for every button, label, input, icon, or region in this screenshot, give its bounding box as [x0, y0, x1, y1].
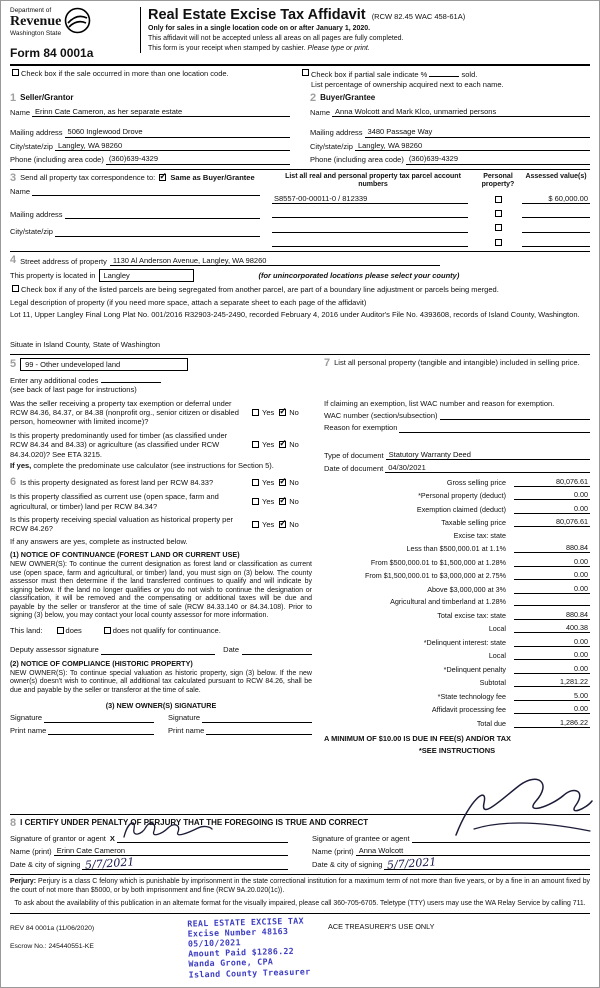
excise-tax-state-header: [514, 531, 590, 540]
parcel-row: [272, 194, 590, 204]
segregated-checkbox[interactable]: [12, 285, 19, 292]
treasurer-use-only-label: ACE TREASURER'S USE ONLY: [328, 921, 435, 931]
finance-label: Excise tax: state: [453, 530, 506, 540]
finance-row-tier1: [324, 543, 590, 553]
exemption-yes-checkbox[interactable]: [252, 409, 259, 416]
located-in-label: This property is located in: [10, 271, 96, 281]
street-address-input[interactable]: 1130 Al Anderson Avenue, Langley, WA 98260: [110, 256, 440, 266]
finance-label: Total due: [476, 718, 506, 728]
parcel-row: [272, 238, 590, 247]
exemption-claimed-value[interactable]: 0.00: [514, 504, 590, 514]
personal-property-deduct-value[interactable]: 0.00: [514, 490, 590, 500]
finance-row-processing-fee: [324, 704, 590, 714]
legal-description-label: Legal description of property (if you need more space, attach a separate sheet to each page of the affidavit): [10, 297, 367, 307]
rev-number: REV 84 0001a (11/06/2020): [10, 924, 95, 932]
additional-codes-label: Enter any additional codes: [10, 375, 99, 385]
does-checkbox[interactable]: [57, 627, 64, 634]
does-label: does: [65, 625, 82, 635]
parcel-number-input[interactable]: [272, 209, 468, 218]
seller-city-label: City/state/zip: [10, 141, 53, 151]
finance-row-tier4: [324, 584, 590, 594]
subtotal-value[interactable]: 1,281.22: [514, 677, 590, 687]
grantee-date-city-input[interactable]: [384, 855, 590, 873]
current-use-yes-checkbox[interactable]: [252, 498, 259, 505]
finance-row-excise-header: [324, 531, 590, 540]
new-owner-printname-1[interactable]: [48, 726, 154, 735]
finance-label: *Delinquent penalty: [443, 664, 506, 674]
multi-location-checkbox[interactable]: [12, 69, 19, 76]
assessed-value-input[interactable]: [522, 238, 590, 247]
forest-land-text: [10, 477, 250, 488]
header-note-3-text: This form is your receipt when stamped by cashier.: [148, 45, 308, 53]
deputy-date-input[interactable]: [242, 646, 312, 655]
form-footer: [10, 917, 590, 988]
wac-number-label: WAC number (section/subsection): [324, 410, 438, 420]
new-owner-signature-2[interactable]: [202, 714, 312, 723]
finance-label: Above $3,000,000 at 3%: [427, 584, 506, 594]
partial-sale-label: Check box if partial sale indicate %: [311, 70, 428, 80]
seller-city-input[interactable]: Langley, WA 98260: [55, 141, 290, 151]
finance-label: Local: [488, 624, 506, 634]
tax-correspondence-block: [10, 173, 260, 248]
corr-mailing-label: Mailing address: [10, 209, 63, 219]
predominate-use-note: [10, 461, 312, 470]
stamp-office: Island County Treasurer: [188, 965, 311, 979]
finance-row-tier2: [324, 557, 590, 567]
deputy-assessor-signature-input[interactable]: [101, 646, 215, 655]
gross-selling-price-value[interactable]: 80,076.61: [514, 477, 590, 487]
perjury-notice: [10, 878, 590, 896]
header-note-3: [148, 45, 590, 54]
new-owner-signature-row: [10, 710, 312, 722]
correspondence-label: [20, 173, 255, 182]
corr-mailing-input[interactable]: [65, 210, 260, 219]
finance-row-personal-deduct: [324, 490, 590, 500]
section-3-rule: [10, 169, 590, 170]
type-of-document-input[interactable]: Statutory Warranty Deed: [386, 450, 590, 460]
delinquent-interest-state-value[interactable]: 0.00: [514, 637, 590, 647]
partial-sale-checkbox[interactable]: [302, 69, 309, 76]
section-8-number: 8: [10, 816, 17, 829]
header-rule: [10, 64, 590, 66]
finance-label: Local: [488, 651, 506, 661]
parcel-number-input[interactable]: S8557-00-00011-0 / 812339: [272, 194, 468, 204]
stamp-excise-number: Excise Number 48163: [187, 925, 289, 939]
section-4-number: 4: [10, 254, 17, 267]
header-divider: [140, 7, 141, 53]
tier4-tax-value[interactable]: 0.00: [514, 584, 590, 594]
corr-name-label: Name: [10, 186, 31, 196]
same-as-buyer-checkbox[interactable]: [159, 174, 166, 181]
stamp-title: REAL ESTATE EXCISE TAX: [187, 915, 304, 929]
buyer-name-label: Name: [310, 108, 331, 117]
yes-label: Yes: [262, 440, 275, 450]
additional-codes-note: (see back of last page for instructions): [10, 385, 137, 395]
grantee-signature-block: [312, 831, 590, 873]
yes-label: Yes: [262, 519, 275, 529]
parcel-number-input[interactable]: [272, 238, 468, 247]
see-instructions-note: *SEE INSTRUCTIONS: [418, 746, 496, 756]
signature-label: Signature: [10, 713, 43, 723]
grantee-date-city-label: Date & city of signing: [312, 860, 383, 870]
grantor-name-print-label: Name (print): [10, 846, 52, 856]
corr-city-label: City/state/zip: [10, 227, 53, 237]
finance-label: Subtotal: [479, 678, 506, 688]
notice-compliance-text: NEW OWNER(S): To continue special valuation as historic property, sign (3) below. If the new owner(s) doesn't wish to continue, all additional tax calculated pursuant to RCW 84.26, shall be due and payable by the seller or transferor at the time of sale.: [10, 669, 312, 694]
tier2-tax-value[interactable]: 0.00: [514, 557, 590, 567]
taxable-selling-price-value[interactable]: 80,076.61: [514, 517, 590, 527]
finance-row-delinquent-penalty: [324, 664, 590, 674]
current-use-text: Is this property classified as current use (open space, farm and agricultural, or timber) land per RCW 84.34?: [10, 492, 219, 511]
new-owner-printname-row: [10, 723, 312, 735]
total-due-value[interactable]: 1,286.22: [514, 718, 590, 728]
yes-label: Yes: [262, 478, 275, 488]
washington-state-label: Washington State: [10, 30, 62, 38]
yes-label: Yes: [262, 497, 275, 507]
personal-property-header: Personal property?: [481, 172, 515, 188]
buyer-city-label: City/state/zip: [310, 141, 353, 151]
property-section: [10, 255, 590, 350]
legal-description-text[interactable]: Lot 11, Upper Langley Final Long Plat No. 001/2016 R32903-245-2490, recorded February 4, 2016 under Auditor's File No. 4393608, records of Island County, Washington.: [10, 310, 580, 320]
predominate-use-text: complete the predominate use calculator (see instructions for Section 5).: [31, 460, 274, 470]
treasurer-stamp: [187, 915, 310, 979]
partial-sale-percent-input[interactable]: [429, 69, 459, 77]
left-column: [10, 358, 312, 810]
date-label: Date: [223, 645, 239, 655]
answers-yes-instruction: If any answers are yes, complete as instructed below.: [10, 536, 188, 546]
current-use-question: [10, 492, 312, 511]
local-tax-value[interactable]: 400.38: [514, 623, 590, 633]
type-of-document-label: Type of document: [324, 450, 384, 460]
this-land-row: [10, 626, 312, 635]
finance-row-tech-fee: [324, 691, 590, 701]
finance-row-tier3: [324, 570, 590, 580]
no-label: No: [289, 478, 299, 488]
delinquent-penalty-value[interactable]: 0.00: [514, 664, 590, 674]
new-owner-signature-1[interactable]: [44, 714, 154, 723]
parcel-row: [272, 223, 590, 232]
exemption-reason-input[interactable]: [399, 424, 590, 433]
wac-number-input[interactable]: [440, 411, 590, 420]
no-label: No: [289, 408, 299, 418]
land-use-code-select[interactable]: 99 - Other undeveloped land: [20, 358, 188, 371]
grantee-handwritten-date: 5/7/2021: [387, 855, 438, 873]
finance-label: Affidavit processing fee: [431, 705, 506, 715]
historic-no-checkbox[interactable]: [279, 521, 286, 528]
section-2-number: 2: [310, 92, 317, 104]
parcel-number-input[interactable]: [272, 224, 468, 233]
date-of-document-input[interactable]: 04/30/2021: [385, 463, 590, 473]
if-yes-label: If yes,: [10, 460, 32, 470]
notice-continuance-title: (1) NOTICE OF CONTINUANCE (FOREST LAND OR CURRENT USE): [10, 550, 240, 560]
new-owners-signature-title: (3) NEW OWNER(S) SIGNATURE: [105, 701, 217, 711]
notice-compliance-title: (2) NOTICE OF COMPLIANCE (HISTORIC PROPERTY): [10, 658, 193, 668]
buyer-phone-label: Phone (including area code): [310, 155, 404, 165]
parcel-numbers-header: List all real and personal property tax parcel account numbers: [285, 172, 461, 188]
right-column: [324, 358, 590, 810]
form-header: [10, 7, 590, 61]
current-use-no-checkbox[interactable]: [279, 498, 286, 505]
forest-land-question-text: Is this property designated as forest land per RCW 84.33?: [20, 478, 214, 488]
buyer-phone-input[interactable]: (360)639-4329: [406, 154, 590, 164]
print-name-label: Print name: [168, 725, 205, 735]
forest-no-checkbox[interactable]: [279, 479, 286, 486]
affidavit-processing-fee-value[interactable]: 0.00: [514, 704, 590, 714]
buyer-grantee-section: [310, 93, 590, 165]
total-excise-state-value[interactable]: 880.84: [514, 610, 590, 620]
finance-label: Agricultural and timberland at 1.28%: [390, 597, 506, 607]
partial-sale-sold-label: sold.: [461, 70, 478, 80]
parcel-row: [272, 209, 590, 218]
finance-label: Gross selling price: [446, 477, 506, 487]
additional-codes-input[interactable]: [101, 375, 161, 383]
grantor-signature-input[interactable]: [117, 834, 288, 843]
page-title: Real Estate Excise Tax Affidavit: [148, 7, 366, 23]
perjury-text: Perjury is a class C felony which is punishable by imprisonment in the state correctional institution for a maximum term of not more than five years, or by a fine in an amount fixed by the court of not more than $5000, or by both imprisonment and fine (RCW 9A.20.020(1c)).: [10, 877, 590, 894]
buyer-mailing-label: Mailing address: [310, 128, 363, 138]
finance-row-local: [324, 623, 590, 633]
revenue-label: Revenue: [10, 14, 62, 30]
unincorporated-note: (for unincorporated locations please select your county): [258, 271, 460, 281]
seller-phone-label: Phone (including area code): [10, 155, 104, 165]
seller-mailing-input[interactable]: 5060 Inglewood Drove: [65, 127, 290, 137]
buyer-city-input[interactable]: Langley, WA 98260: [355, 141, 590, 151]
rcw-code: (RCW 82.45 WAC 458-61A): [371, 12, 466, 21]
street-address-label: Street address of property: [20, 256, 107, 266]
timber-question-text: Is this property predominantly used for timber (as classified under RCW 84.34 and 84.33) or agriculture (as classified under RCW 84.34.020)? See ETA 3215.: [10, 430, 228, 459]
finance-row-delinquent-interest: [324, 637, 590, 647]
state-technology-fee-value[interactable]: 5.00: [514, 691, 590, 701]
personal-property-blank-area[interactable]: [324, 369, 590, 399]
yes-label: Yes: [262, 408, 275, 418]
corr-city-input[interactable]: [55, 228, 260, 237]
no-label: No: [289, 497, 299, 507]
department-of-label: Department of: [10, 7, 52, 14]
stamp-signer: Wanda Grone, CPA: [188, 956, 274, 969]
finance-row-total-state: [324, 610, 590, 620]
personal-property-checkbox[interactable]: [495, 210, 502, 217]
correspondence-parcel-section: [10, 173, 590, 248]
assessed-value-input[interactable]: [522, 224, 590, 233]
agricultural-tax-value[interactable]: [514, 597, 590, 606]
location-code-row: [10, 69, 590, 89]
seller-title: Seller/Grantor: [20, 93, 74, 102]
tier3-tax-value[interactable]: 0.00: [514, 570, 590, 580]
grantee-name-print-input[interactable]: Anna Wolcott: [356, 846, 590, 856]
this-land-label: This land:: [10, 625, 43, 635]
seller-name-input[interactable]: Erinn Cate Cameron, as her separate estate: [32, 107, 290, 117]
revenue-logo-icon: [64, 7, 91, 34]
perjury-rule: [10, 874, 590, 875]
finance-row-gross: [324, 477, 590, 487]
certify-statement: I CERTIFY UNDER PENALTY OF PERJURY THAT THE FOREGOING IS TRUE AND CORRECT: [20, 817, 369, 827]
finance-label: *Personal property (deduct): [418, 491, 506, 501]
header-note-2: This affidavit will not be accepted unless all areas on all pages are fully completed.: [148, 34, 404, 42]
personal-property-checkbox[interactable]: [495, 224, 502, 231]
finance-row-exemption-deduct: [324, 504, 590, 514]
delinquent-local-value[interactable]: 0.00: [514, 650, 590, 660]
grantee-signature-label: Signature of grantee or agent: [312, 833, 410, 843]
seller-mailing-label: Mailing address: [10, 128, 63, 138]
section-3-number: 3: [10, 171, 17, 184]
accessibility-notice: To ask about the availability of this publication in an alternate format for the visually impaired, please call 360-705-6705. Teletype (TTY) users may use the WA Relay Service by calling 711.: [14, 899, 586, 907]
seller-phone-input[interactable]: (360)639-4329: [106, 154, 290, 164]
grantor-date-city-input[interactable]: [82, 855, 288, 873]
parcel-table: [272, 173, 590, 248]
situate-text: Situate in Island County, State of Washington: [10, 340, 161, 350]
historic-text: Is this property receiving special valuation as historical property per RCW 84.26?: [10, 515, 234, 534]
ownership-percentage-note: List percentage of ownership acquired next to each name.: [311, 79, 504, 89]
finance-label: *State technology fee: [437, 691, 506, 701]
partial-sale-option: [300, 69, 590, 89]
finance-label: Less than $500,000.01 at 1.1%: [406, 544, 506, 554]
exemption-deferral-text: Was the seller receiving a property tax exemption or deferral under RCW 84.36, 84.37, or 84.38 (nonprofit org., senior citizen or disabled person, homeowner with limited income)?: [10, 398, 239, 427]
assessed-value-input[interactable]: [522, 209, 590, 218]
deputy-assessor-label: Deputy assessor signature: [10, 645, 99, 655]
exemption-reason-label: Reason for exemption: [324, 423, 398, 433]
finance-row-delinquent-local: [324, 650, 590, 660]
grantee-signature-input[interactable]: [412, 834, 590, 843]
escrow-number: Escrow No.: 245440551-KE: [10, 942, 94, 950]
send-correspondence-label: Send all property tax correspondence to:: [20, 172, 156, 182]
does-not-label: does not qualify for continuance.: [112, 625, 221, 635]
finance-row-taxable: [324, 517, 590, 527]
personal-property-checkbox[interactable]: [495, 196, 502, 203]
dor-block: [10, 7, 138, 61]
header-note-1: Only for sales in a single location code on or after January 1, 2020.: [148, 24, 371, 32]
signature-x-mark: X: [109, 833, 115, 843]
grantor-signature-label: Signature of grantor or agent: [10, 833, 106, 843]
section-5-number: 5: [10, 357, 17, 370]
seller-name-label: Name: [10, 108, 31, 117]
grantor-date-city-label: Date & city of signing: [10, 860, 81, 870]
corr-name-input[interactable]: [32, 187, 260, 196]
date-of-document-label: Date of document: [324, 464, 384, 474]
seller-grantor-section: [10, 93, 290, 165]
signature-label: Signature: [168, 713, 201, 723]
finance-row-agricultural: [324, 597, 590, 606]
title-block: [148, 7, 590, 54]
stamp-amount-paid: Amount Paid $1286.22: [188, 945, 295, 959]
finance-label: Taxable selling price: [441, 518, 506, 528]
parties-section: [10, 93, 590, 165]
notice-continuance-text: NEW OWNER(S): To continue the current designation as forest land or classification as current use (open space, farm and agricultural, or timber) land, you must sign on (3) below. The county assessor must then determine if the land transferred continues to qualify and will indicate by signing below. If the land no longer qualifies or you do not wish to continue the designation or classification, it will be removed and the compensating or additional taxes will be due and payable by the seller or transferor at the time of sale (RCW 84.33.140 or 84.34.108). Prior to signing (3) below, you may contact your local county assessor for more information.: [10, 561, 312, 620]
section-1-number: 1: [10, 92, 17, 104]
grantee-name-print-label: Name (print): [312, 846, 354, 856]
buyer-title: Buyer/Grantee: [320, 93, 376, 102]
certification-section: [10, 816, 590, 873]
assessed-value-header: Assessed value(s): [525, 172, 587, 180]
perjury-label: Perjury:: [10, 877, 37, 885]
section-4-rule: [10, 251, 590, 252]
historic-yes-checkbox[interactable]: [252, 521, 259, 528]
multi-location-option: [10, 69, 300, 89]
located-in-select[interactable]: Langley: [99, 269, 194, 282]
exemption-deferral-question: [10, 399, 312, 427]
no-label: No: [289, 440, 299, 450]
tier1-tax-value[interactable]: 880.84: [514, 543, 590, 553]
timber-question: [10, 431, 312, 459]
finance-row-subtotal: [324, 677, 590, 687]
finance-label: Exemption claimed (deduct): [416, 504, 506, 514]
new-owner-printname-2[interactable]: [206, 726, 312, 735]
partial-sale-text: [311, 69, 504, 89]
minimum-due-note: A MINIMUM OF $10.00 IS DUE IN FEE(S) AND/OR TAX: [324, 733, 511, 743]
finance-row-total-due: [324, 718, 590, 728]
footer-rule: [10, 913, 590, 914]
section-7-number: 7: [324, 357, 331, 369]
buyer-mailing-input[interactable]: 3480 Passage Way: [365, 127, 590, 137]
section-5-rule: [10, 354, 590, 355]
does-not-checkbox[interactable]: [104, 627, 111, 634]
segregated-label: Check box if any of the listed parcels are being segregated from another parcel, are part of a boundary line adjustment or parcels being merged.: [21, 285, 499, 295]
no-label: No: [289, 519, 299, 529]
grantor-signature-block: [10, 831, 288, 873]
stamp-date: 05/10/2021: [187, 937, 241, 949]
multi-location-label: Check box if the sale occurred in more than one location code.: [21, 69, 229, 79]
buyer-name-input[interactable]: Anna Wolcott and Mark Klco, unmarried persons: [332, 107, 590, 117]
print-name-label: Print name: [10, 725, 47, 735]
finance-label: From $500,000.01 to $1,500,000 at 1.28%: [370, 557, 506, 567]
exemption-claim-note: If claiming an exemption, list WAC number and reason for exemption.: [324, 398, 555, 408]
grantor-handwritten-date: 5/7/2021: [85, 855, 136, 873]
timber-no-checkbox[interactable]: [279, 441, 286, 448]
header-note-3-italic: Please type or print.: [307, 45, 370, 53]
historic-question: [10, 515, 312, 534]
personal-property-intro: List all personal property (tangible and intangible) included in selling price.: [334, 357, 580, 367]
assessed-value-input[interactable]: $ 60,000.00: [522, 194, 590, 204]
grantor-name-print-input[interactable]: Erinn Cate Cameron: [54, 846, 288, 856]
section-8-rule: [10, 814, 590, 815]
section-6-number: 6: [10, 476, 17, 489]
forest-land-question: [10, 477, 312, 488]
forest-yes-checkbox[interactable]: [252, 479, 259, 486]
finance-label: From $1,500,000.01 to $3,000,000 at 2.75%: [364, 571, 506, 581]
finance-label: *Delinquent interest: state: [423, 637, 506, 647]
personal-property-checkbox[interactable]: [495, 239, 502, 246]
same-as-buyer-label: Same as Buyer/Grantee: [170, 172, 255, 182]
main-columns: [10, 358, 590, 810]
form-number: Form 84 0001a: [10, 46, 94, 61]
finance-label: Total excise tax: state: [437, 610, 506, 620]
exemption-no-checkbox[interactable]: [279, 409, 286, 416]
timber-yes-checkbox[interactable]: [252, 441, 259, 448]
